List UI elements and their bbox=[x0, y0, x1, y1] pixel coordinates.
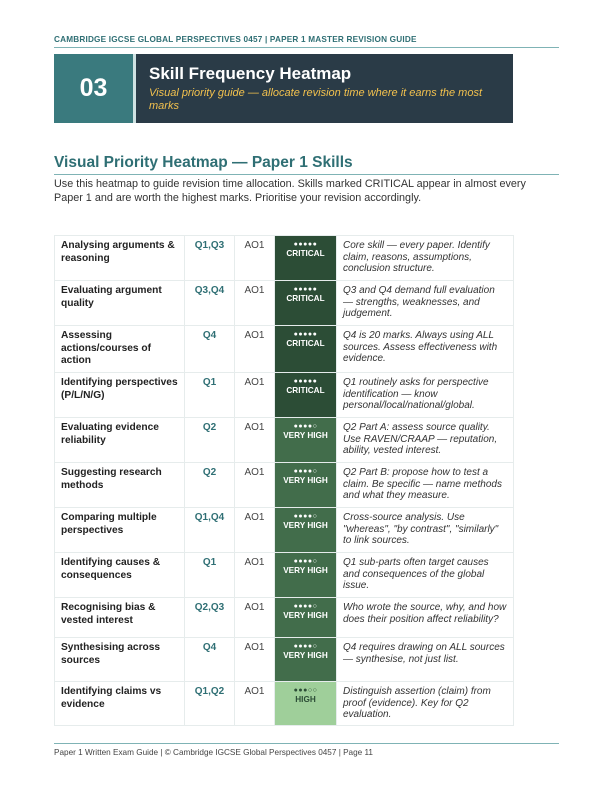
revision-note: Q2 Part B: propose how to test a claim. Be specific — name methods and what they measure. bbox=[337, 463, 514, 508]
heatmap-body bbox=[55, 236, 514, 726]
question-refs: Q1,Q2 bbox=[185, 682, 235, 726]
banner-body bbox=[136, 54, 513, 123]
revision-note: Q4 requires drawing on ALL sources — synthesise, not just list. bbox=[337, 638, 514, 682]
assessment-objective: AO1 bbox=[235, 682, 275, 726]
revision-note: Q1 sub-parts often target causes and consequences of the global issue. bbox=[337, 553, 514, 598]
skill-name: Evaluating evidence reliability bbox=[55, 418, 185, 463]
section-intro: Use this heatmap to guide revision time allocation. Skills marked CRITICAL appear in almost every Paper 1 and are worth the highest marks. Prioritise your revision accordingly. bbox=[54, 178, 526, 204]
priority-cell bbox=[275, 508, 337, 553]
heatmap-row bbox=[55, 463, 514, 508]
chapter-subtitle: Visual priority guide — allocate revision time where it earns the most marks bbox=[149, 87, 483, 112]
question-refs: Q1 bbox=[185, 553, 235, 598]
heatmap-row bbox=[55, 598, 514, 638]
priority-label: VERY HIGH bbox=[283, 476, 328, 485]
heatmap-row bbox=[55, 508, 514, 553]
question-refs: Q1,Q4 bbox=[185, 508, 235, 553]
priority-dots: ●●●●○ bbox=[293, 468, 318, 475]
priority-cell bbox=[275, 236, 337, 281]
priority-dots: ●●●●○ bbox=[293, 513, 318, 520]
heatmap-row bbox=[55, 638, 514, 682]
assessment-objective: AO1 bbox=[235, 508, 275, 553]
heatmap-row bbox=[55, 236, 514, 281]
priority-label: CRITICAL bbox=[286, 249, 325, 258]
revision-note: Q2 Part A: assess source quality. Use RAVEN/CRAAP — reputation, ability, vested interest. bbox=[337, 418, 514, 463]
assessment-objective: AO1 bbox=[235, 281, 275, 326]
heatmap-row bbox=[55, 418, 514, 463]
priority-dots: ●●●●● bbox=[293, 241, 318, 248]
heatmap-row bbox=[55, 373, 514, 418]
assessment-objective: AO1 bbox=[235, 236, 275, 281]
question-refs: Q1,Q3 bbox=[185, 236, 235, 281]
question-refs: Q2 bbox=[185, 418, 235, 463]
question-refs: Q3,Q4 bbox=[185, 281, 235, 326]
question-refs: Q2 bbox=[185, 463, 235, 508]
skill-name: Evaluating argument quality bbox=[55, 281, 185, 326]
skill-name: Recognising bias & vested interest bbox=[55, 598, 185, 638]
question-refs: Q4 bbox=[185, 638, 235, 682]
revision-note: Q1 routinely asks for perspective identification — know personal/local/national/global. bbox=[337, 373, 514, 418]
priority-label: VERY HIGH bbox=[283, 521, 328, 530]
priority-cell bbox=[275, 373, 337, 418]
priority-cell bbox=[275, 463, 337, 508]
priority-label: VERY HIGH bbox=[283, 651, 328, 660]
priority-cell bbox=[275, 281, 337, 326]
priority-dots: ●●●●● bbox=[293, 378, 318, 385]
priority-dots: ●●●○○ bbox=[293, 687, 318, 694]
skill-name: Analysing arguments & reasoning bbox=[55, 236, 185, 281]
chapter-banner bbox=[54, 54, 513, 123]
priority-label: CRITICAL bbox=[286, 339, 325, 348]
priority-dots: ●●●●○ bbox=[293, 603, 318, 610]
revision-note: Q4 is 20 marks. Always using ALL sources. Assess effectiveness with evidence. bbox=[337, 326, 514, 373]
priority-cell bbox=[275, 418, 337, 463]
footer-divider bbox=[54, 743, 559, 744]
assessment-objective: AO1 bbox=[235, 463, 275, 508]
skill-name: Identifying causes & consequences bbox=[55, 553, 185, 598]
priority-label: VERY HIGH bbox=[283, 566, 328, 575]
priority-label: VERY HIGH bbox=[283, 611, 328, 620]
assessment-objective: AO1 bbox=[235, 598, 275, 638]
revision-note: Distinguish assertion (claim) from proof (evidence). Key for Q2 evaluation. bbox=[337, 682, 514, 726]
section-title: Visual Priority Heatmap — Paper 1 Skills bbox=[54, 154, 353, 171]
priority-cell bbox=[275, 553, 337, 598]
priority-dots: ●●●●○ bbox=[293, 558, 318, 565]
skill-heatmap-table bbox=[54, 235, 514, 726]
page-footer: Paper 1 Written Exam Guide | © Cambridge IGCSE Global Perspectives 0457 | Page 11 bbox=[54, 748, 373, 757]
revision-note: Cross-source analysis. Use "whereas", "by contrast", "similarly" to link sources. bbox=[337, 508, 514, 553]
assessment-objective: AO1 bbox=[235, 638, 275, 682]
question-refs: Q1 bbox=[185, 373, 235, 418]
priority-cell bbox=[275, 638, 337, 682]
assessment-objective: AO1 bbox=[235, 418, 275, 463]
priority-label: HIGH bbox=[295, 695, 316, 704]
skill-name: Suggesting research methods bbox=[55, 463, 185, 508]
heatmap-row bbox=[55, 326, 514, 373]
skill-name: Identifying perspectives (P/L/N/G) bbox=[55, 373, 185, 418]
heatmap-row bbox=[55, 553, 514, 598]
heatmap-row bbox=[55, 281, 514, 326]
priority-dots: ●●●●○ bbox=[293, 643, 318, 650]
priority-dots: ●●●●○ bbox=[293, 423, 318, 430]
priority-label: CRITICAL bbox=[286, 386, 325, 395]
revision-note: Who wrote the source, why, and how does their position affect reliability? bbox=[337, 598, 514, 638]
chapter-title: Skill Frequency Heatmap bbox=[149, 64, 352, 83]
skill-name: Assessing actions/courses of action bbox=[55, 326, 185, 373]
skill-name: Comparing multiple perspectives bbox=[55, 508, 185, 553]
chapter-number: 03 bbox=[54, 54, 133, 123]
assessment-objective: AO1 bbox=[235, 373, 275, 418]
question-refs: Q2,Q3 bbox=[185, 598, 235, 638]
revision-note: Core skill — every paper. Identify claim, reasons, assumptions, conclusion structure. bbox=[337, 236, 514, 281]
priority-dots: ●●●●● bbox=[293, 286, 318, 293]
skill-name: Identifying claims vs evidence bbox=[55, 682, 185, 726]
priority-cell bbox=[275, 682, 337, 726]
header-divider bbox=[54, 47, 559, 48]
revision-note: Q3 and Q4 demand full evaluation — strengths, weaknesses, and judgement. bbox=[337, 281, 514, 326]
priority-label: VERY HIGH bbox=[283, 431, 328, 440]
running-header: CAMBRIDGE IGCSE GLOBAL PERSPECTIVES 0457 | PAPER 1 MASTER REVISION GUIDE bbox=[54, 35, 417, 44]
heatmap-row bbox=[55, 682, 514, 726]
priority-cell bbox=[275, 326, 337, 373]
priority-dots: ●●●●● bbox=[293, 331, 318, 338]
question-refs: Q4 bbox=[185, 326, 235, 373]
section-divider bbox=[54, 174, 559, 175]
assessment-objective: AO1 bbox=[235, 326, 275, 373]
priority-cell bbox=[275, 598, 337, 638]
skill-name: Synthesising across sources bbox=[55, 638, 185, 682]
priority-label: CRITICAL bbox=[286, 294, 325, 303]
assessment-objective: AO1 bbox=[235, 553, 275, 598]
